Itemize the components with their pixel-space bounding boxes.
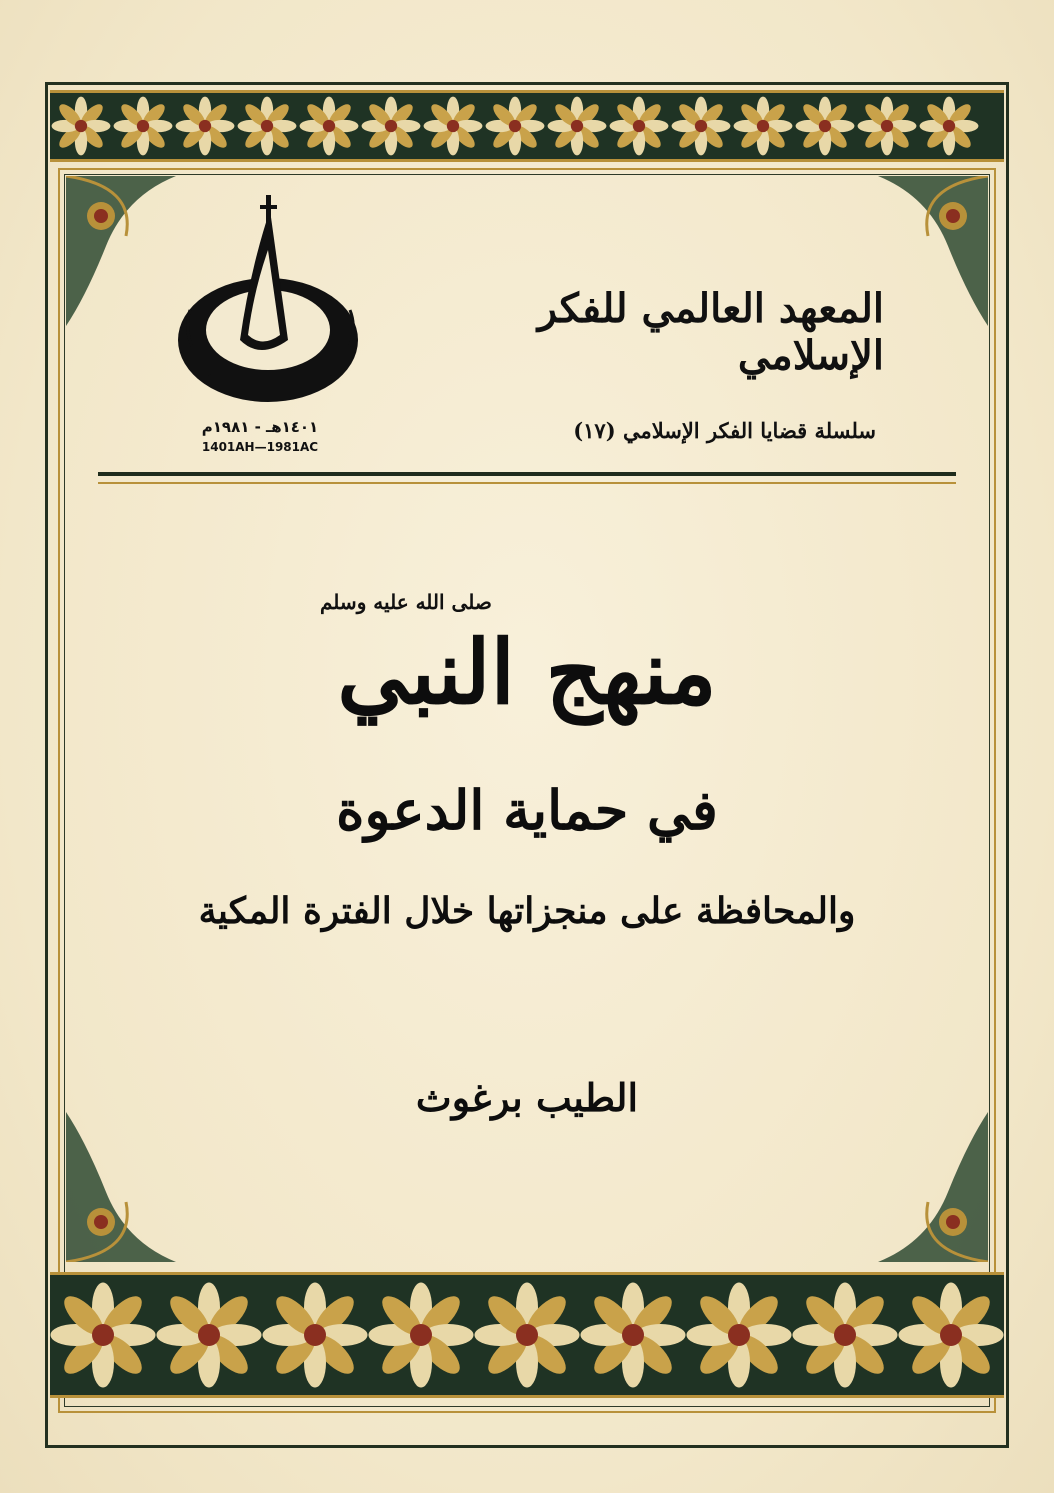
header-divider xyxy=(98,472,956,484)
title-line-2: في حماية الدعوة xyxy=(336,778,718,842)
series-name: سلسلة قضايا الفكر الإسلامي (١٧) xyxy=(573,418,876,443)
rosette-ornament xyxy=(899,1283,1004,1388)
institute-name: المعهد العالمي للفكر الإسلامي xyxy=(537,285,884,379)
rosette-ornament xyxy=(157,1283,262,1388)
rosette-ornament xyxy=(369,1283,474,1388)
subtitle: والمحافظة على منجزاتها خلال الفترة المكية xyxy=(198,890,856,932)
corner-ornament-bottom-right xyxy=(878,1112,988,1262)
honorific-calligraphy: صلى الله عليه وسلم xyxy=(320,590,492,614)
bottom-ornamental-band xyxy=(50,1272,1004,1398)
logo-years-arabic: ١٤٠١هـ - ١٩٨١م xyxy=(201,418,319,436)
rosette-ornament xyxy=(581,1283,686,1388)
rosette-ornament xyxy=(263,1283,368,1388)
rosette-ornament xyxy=(793,1283,898,1388)
title-main: منهج النبي xyxy=(337,620,717,724)
rosette-ornament xyxy=(51,1283,156,1388)
rosette-ornament xyxy=(687,1283,792,1388)
rosette-ornament xyxy=(475,1283,580,1388)
logo-years-english: 1401AH—1981AC xyxy=(201,440,319,454)
author-name: الطيب برغوث xyxy=(415,1075,639,1120)
corner-ornament-bottom-left xyxy=(66,1112,176,1262)
corner-ornament-top-right xyxy=(878,176,988,326)
